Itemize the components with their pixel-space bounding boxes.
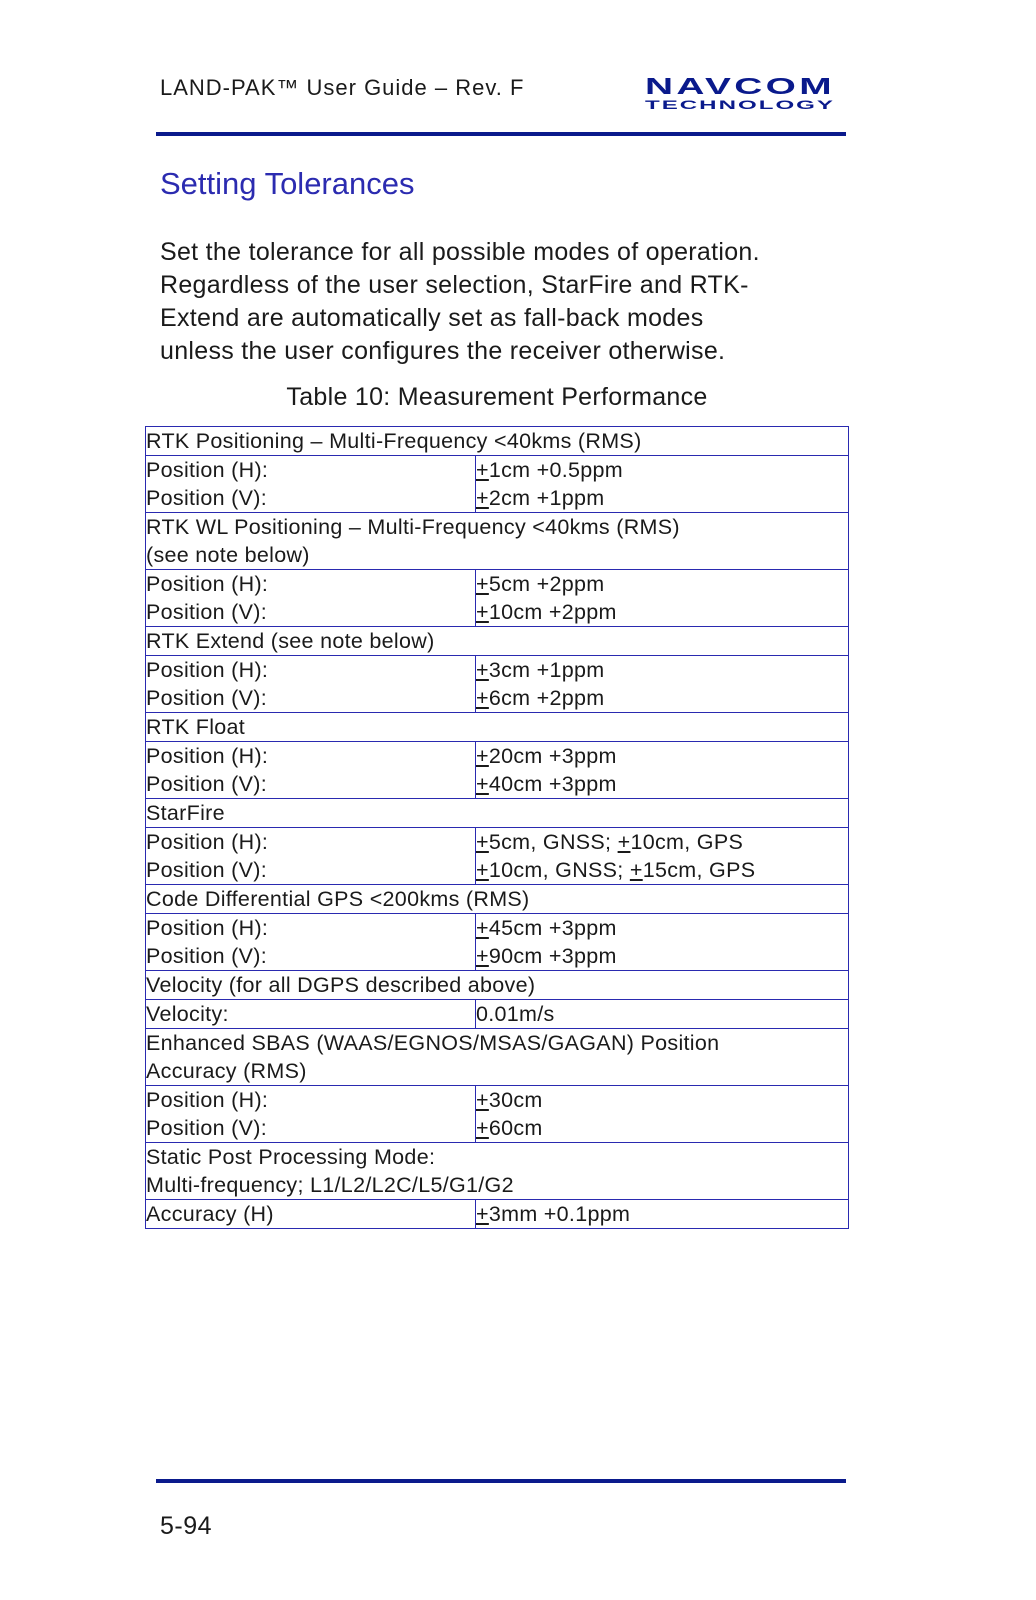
value-cell [476,570,849,627]
logo-wordmark: NAVCOM [645,74,835,99]
section-header-line: Velocity (for all DGPS described above) [146,973,536,997]
section-header [146,1143,849,1200]
plus-minus-symbol: + [476,944,489,968]
measurement-value [476,828,848,856]
section-row [146,885,849,914]
value-text: 90cm +3ppm [488,944,617,968]
plus-minus-symbol: + [476,1202,489,1226]
measurement-value [476,914,848,942]
plus-minus-symbol: + [476,600,489,624]
value-text: 30cm [488,1088,543,1112]
measurement-label: Position (V): [146,858,267,882]
measurement-value [476,942,848,970]
section-header [146,885,849,914]
intro-line: Set the tolerance for all possible modes of operation. [160,238,760,266]
plus-minus-symbol: + [476,686,489,710]
value-text: 45cm +3ppm [488,916,617,940]
measurement-value [476,856,848,884]
section-row [146,627,849,656]
measurement-value [476,742,848,770]
measurement-value [476,684,848,712]
value-text: 15cm, GPS [642,858,756,882]
value-text: 3cm +1ppm [488,658,605,682]
plus-minus-symbol: + [476,1088,489,1112]
plus-minus-symbol: + [476,744,489,768]
intro-line: Regardless of the user selection, StarFire and RTK- [160,271,749,299]
plus-minus-symbol: + [629,858,643,882]
measurement-value [476,484,848,512]
section-header-line: RTK Float [146,715,246,739]
value-cell [476,914,849,971]
value-text: 1cm +0.5ppm [488,458,624,482]
section-row [146,427,849,456]
plus-minus-symbol: + [476,572,489,596]
measurement-label: Position (V): [146,600,267,624]
section-header-line: Static Post Processing Mode: [146,1145,436,1169]
section-row [146,713,849,742]
label-cell [146,656,476,713]
page-number: 5-94 [160,1512,213,1540]
measurement-label: Position (V): [146,944,267,968]
value-text: 5cm +2ppm [488,572,605,596]
section-header [146,713,849,742]
section-header [146,513,849,570]
measurement-value [476,770,848,798]
value-cell [476,1086,849,1143]
plus-minus-symbol: + [476,458,489,482]
label-cell [146,1000,476,1029]
measurement-value [476,656,848,684]
value-text: 20cm +3ppm [488,744,617,768]
data-row [146,1086,849,1143]
measurement-value [476,1000,848,1028]
section-row [146,799,849,828]
section-header [146,971,849,1000]
data-row [146,828,849,885]
label-cell [146,914,476,971]
plus-minus-symbol: + [476,858,489,882]
section-header [146,1029,849,1086]
measurement-label: Position (V): [146,772,267,796]
section-header-line: RTK Positioning – Multi-Frequency <40kms (RMS) [146,429,642,453]
plus-minus-symbol: + [476,486,489,510]
table-caption: Table 10: Measurement Performance [286,383,708,411]
label-cell [146,1086,476,1143]
data-row [146,1200,849,1229]
measurement-label: Velocity: [146,1002,229,1026]
data-row [146,570,849,627]
measurement-label: Position (H): [146,830,269,854]
label-cell [146,456,476,513]
section-header-line: Code Differential GPS <200kms (RMS) [146,887,530,911]
value-text: 10cm +2ppm [488,600,617,624]
section-title: Setting Tolerances [160,166,415,201]
measurement-label: Position (H): [146,744,269,768]
measurement-label: Position (H): [146,458,269,482]
intro-line: unless the user configures the receiver otherwise. [160,337,726,365]
section-header-line: Accuracy (RMS) [146,1059,307,1083]
data-row [146,1000,849,1029]
value-cell [476,828,849,885]
value-text: 6cm +2ppm [488,686,605,710]
label-cell [146,1200,476,1229]
data-row [146,656,849,713]
measurement-value [476,570,848,598]
plus-minus-symbol: + [476,658,489,682]
label-cell [146,742,476,799]
section-row [146,1029,849,1086]
value-text: 2cm +1ppm [488,486,605,510]
measurement-label: Position (H): [146,572,269,596]
value-cell [476,656,849,713]
measurement-value [476,1086,848,1114]
section-header [146,799,849,828]
logo-subline: TECHNOLOGY [645,98,835,112]
intro-line: Extend are automatically set as fall-back modes [160,304,704,332]
value-text: 10cm, GNSS; [488,858,630,882]
value-text: 60cm [488,1116,543,1140]
value-cell [476,1200,849,1229]
value-cell [476,456,849,513]
section-header-line: RTK WL Positioning – Multi-Frequency <40kms (RMS) [146,515,680,539]
value-text: 3mm +0.1ppm [488,1202,631,1226]
section-header-line: StarFire [146,801,225,825]
section-header [146,427,849,456]
section-header-line: (see note below) [146,543,310,567]
data-row [146,456,849,513]
plus-minus-symbol: + [476,1116,489,1140]
intro-paragraph [160,236,850,368]
measurement-label: Position (V): [146,1116,267,1140]
data-row [146,742,849,799]
section-row [146,971,849,1000]
measurement-label: Accuracy (H) [146,1202,274,1226]
section-header [146,627,849,656]
section-row [146,513,849,570]
value-text: 0.01m/s [476,1002,555,1026]
measurement-value [476,598,848,626]
measurement-label: Position (H): [146,658,269,682]
footer-rule [156,1479,846,1483]
section-header-line: Enhanced SBAS (WAAS/EGNOS/MSAS/GAGAN) Position [146,1031,720,1055]
measurement-label: Position (H): [146,1088,269,1112]
navcom-logo [640,74,840,114]
section-header-line: Multi-frequency; L1/L2/L2C/L5/G1/G2 [146,1173,514,1197]
measurement-label: Position (V): [146,686,267,710]
measurement-value [476,1114,848,1142]
measurement-value [476,1200,848,1228]
measurement-performance-table [145,426,849,1229]
value-text: 10cm, GPS [630,830,744,854]
plus-minus-symbol: + [617,830,631,854]
plus-minus-symbol: + [476,830,489,854]
running-header: LAND-PAK™ User Guide – Rev. F [160,75,525,100]
section-row [146,1143,849,1200]
value-cell [476,1000,849,1029]
data-row [146,914,849,971]
measurement-value [476,456,848,484]
header-rule [156,132,846,136]
measurement-label: Position (V): [146,486,267,510]
value-text: 5cm, GNSS; [488,830,618,854]
label-cell [146,828,476,885]
label-cell [146,570,476,627]
value-text: 40cm +3ppm [488,772,617,796]
value-cell [476,742,849,799]
measurement-label: Position (H): [146,916,269,940]
plus-minus-symbol: + [476,916,489,940]
plus-minus-symbol: + [476,772,489,796]
section-header-line: RTK Extend (see note below) [146,629,435,653]
